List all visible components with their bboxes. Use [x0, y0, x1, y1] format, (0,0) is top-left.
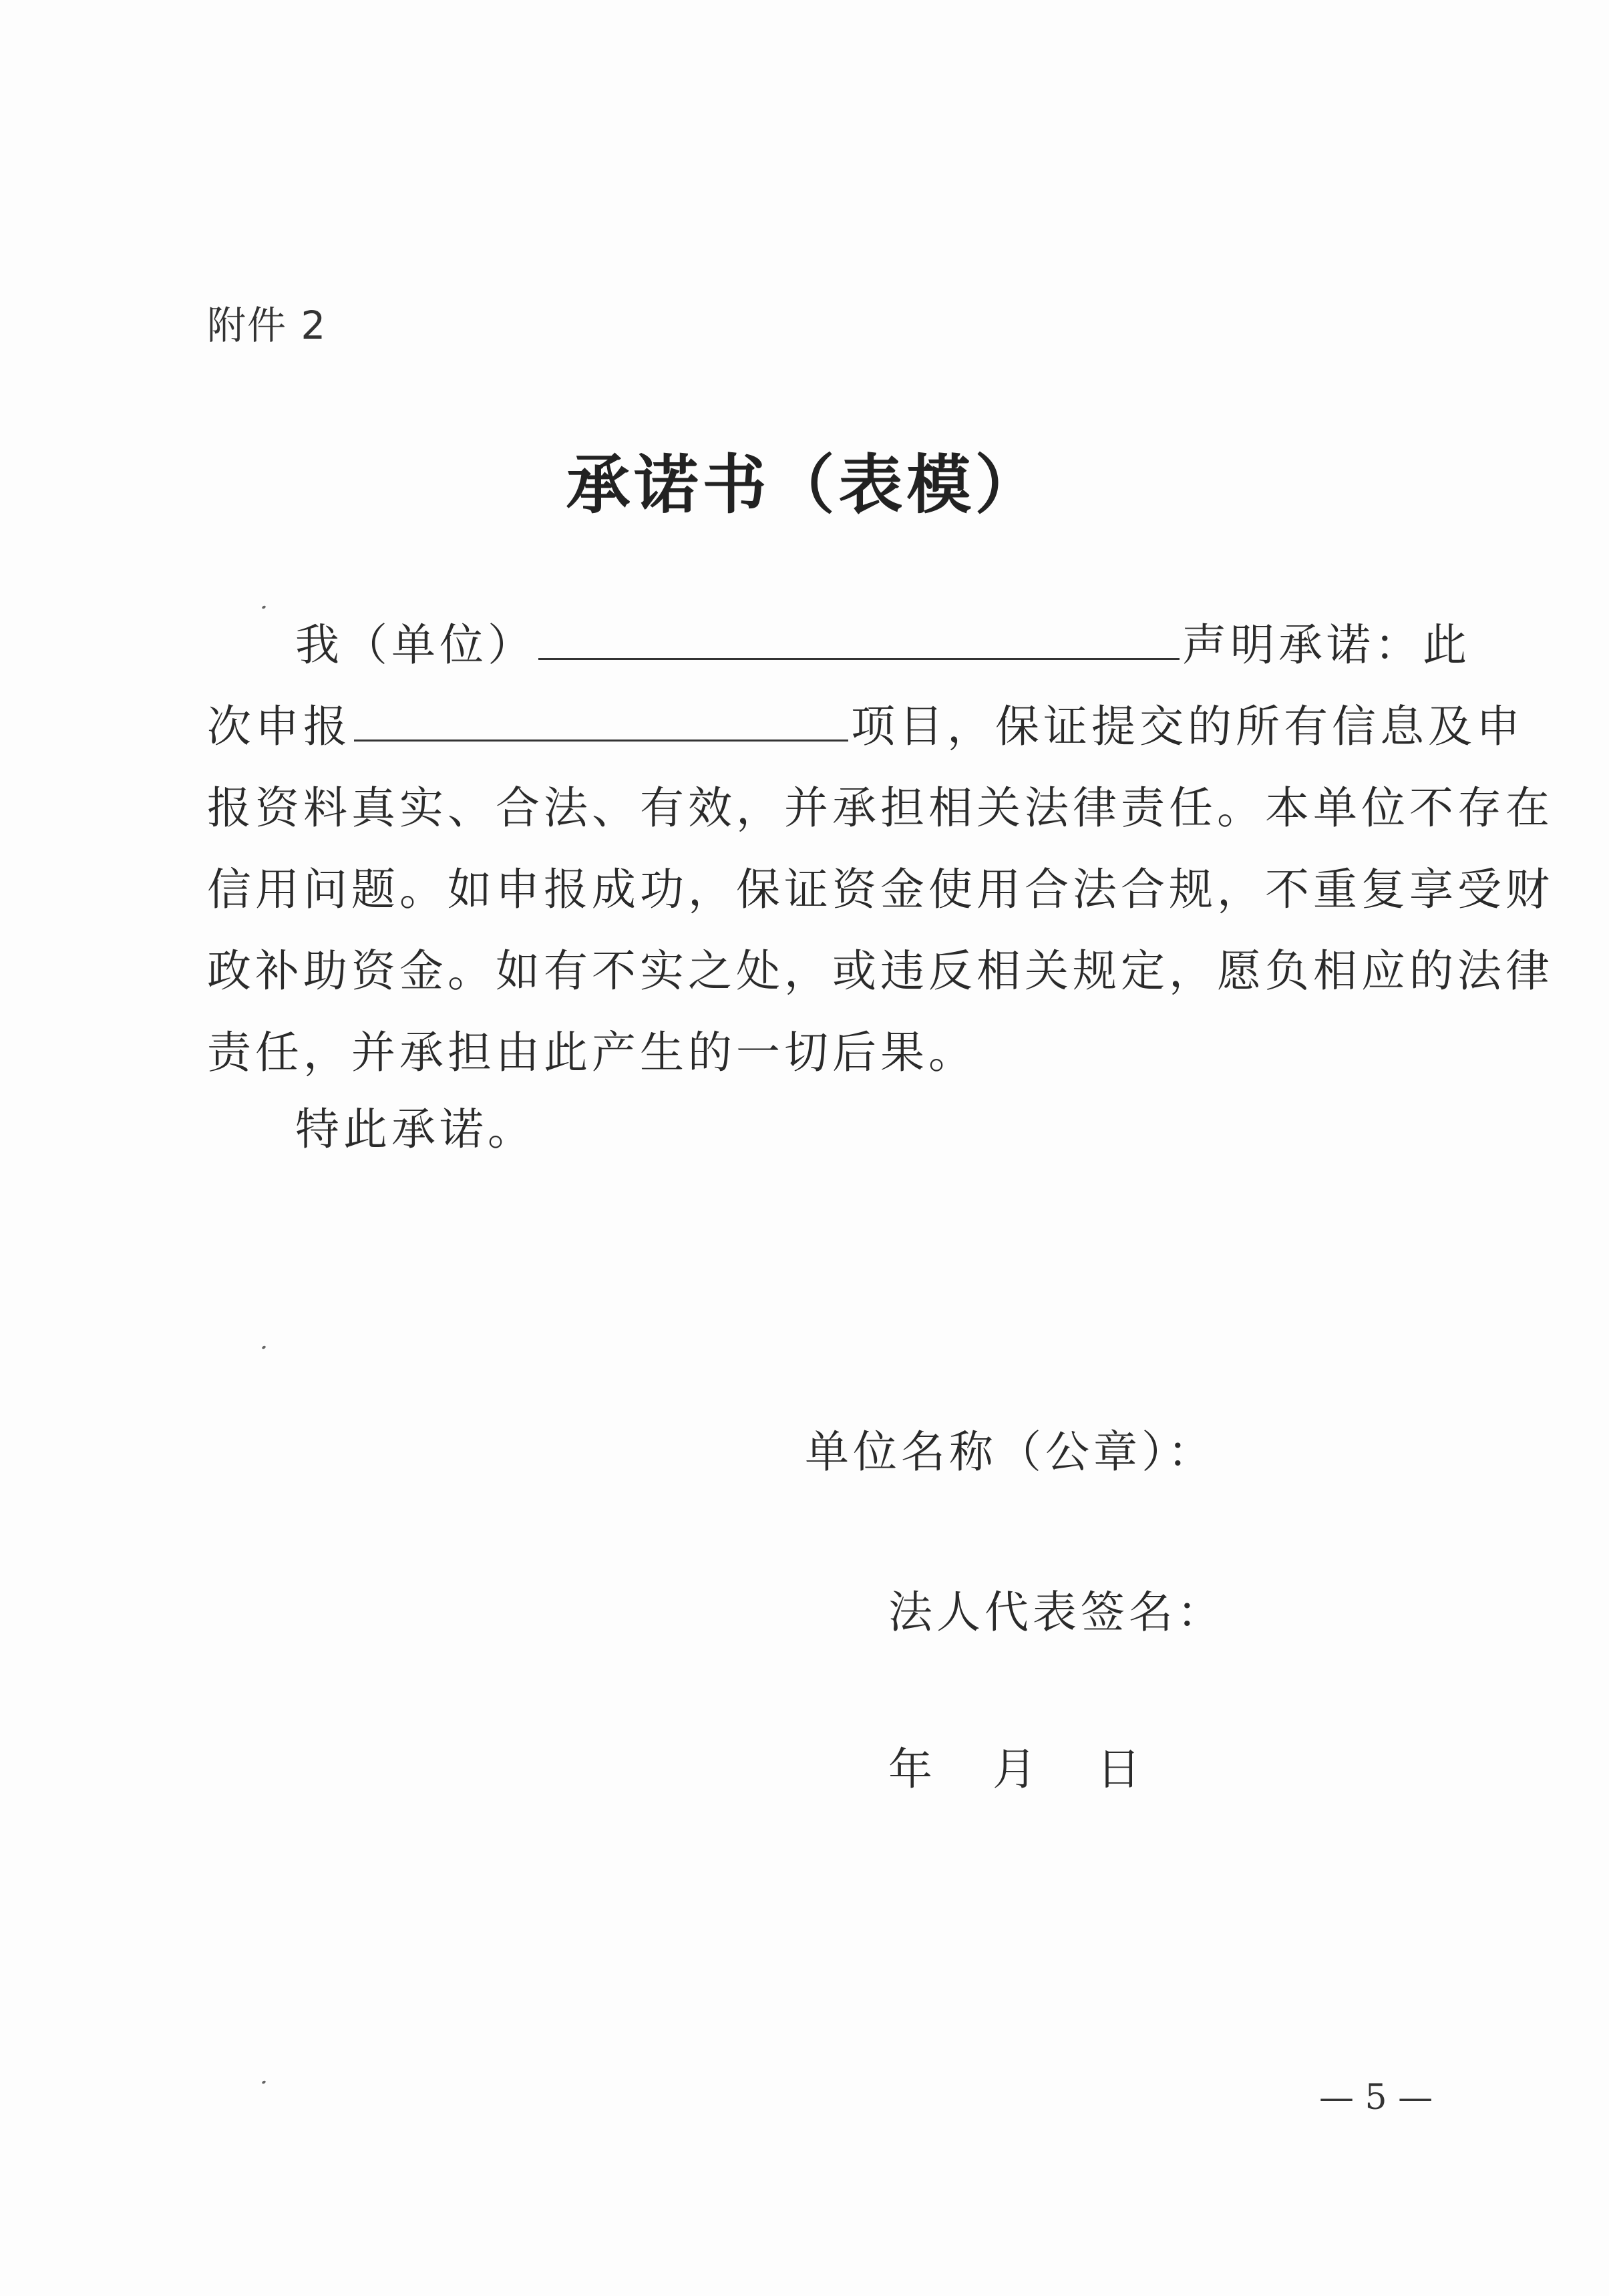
body-line-5: 政补助资金。如有不实之处，或违反相关规定，愿负相应的法律	[207, 945, 1554, 997]
date-line	[888, 1734, 1145, 1797]
body-line-1	[207, 605, 1471, 686]
unit-suffix: 声明承诺：此	[1182, 619, 1471, 671]
body-line-2	[207, 686, 1524, 768]
unit-name-blank[interactable]	[538, 606, 1180, 660]
closing-statement: 特此承诺。	[295, 1104, 536, 1155]
date-month-label: 月	[993, 1744, 1041, 1795]
project-suffix: 项目，保证提交的所有信息及申	[851, 701, 1524, 752]
commitment-body	[207, 605, 1554, 1094]
scan-speck	[261, 2080, 266, 2084]
page-number: — 5 —	[1319, 2078, 1433, 2118]
project-prefix: 次申报	[207, 701, 351, 752]
legal-rep-signature-label: 法人代表签名：	[888, 1587, 1225, 1638]
attachment-label: 附件 2	[207, 303, 327, 348]
body-line-3: 报资料真实、合法、有效，并承担相关法律责任。本单位不存在	[207, 782, 1554, 834]
date-day-label: 日	[1097, 1744, 1145, 1795]
unit-name-seal-label: 单位名称（公章）：	[805, 1426, 1216, 1478]
body-line-6: 责任，并承担由此产生的一切后果。	[207, 1027, 976, 1078]
scan-speck	[261, 1345, 266, 1349]
date-year-label: 年	[888, 1744, 936, 1795]
project-name-blank[interactable]	[354, 687, 848, 742]
document-title: 承诺书（表模）	[566, 447, 1043, 522]
unit-prefix: 我（单位）	[295, 619, 536, 671]
body-line-4: 信用问题。如申报成功，保证资金使用合法合规，不重复享受财	[207, 864, 1554, 915]
